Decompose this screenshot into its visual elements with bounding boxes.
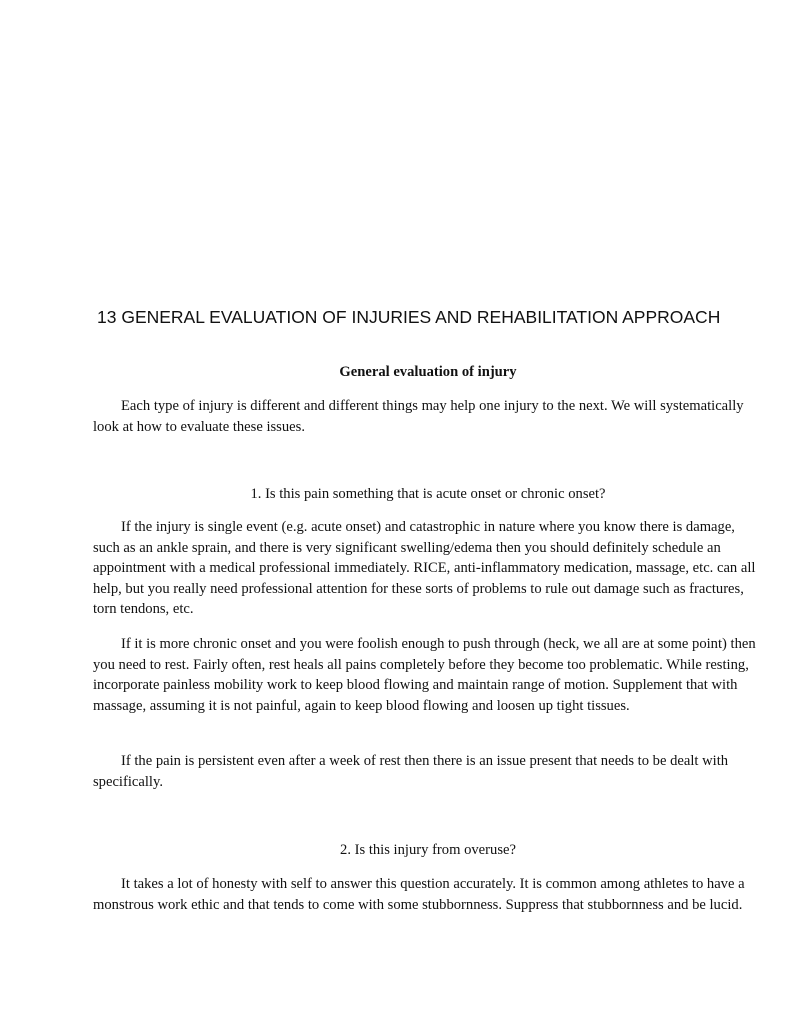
- section-heading: General evaluation of injury: [339, 364, 517, 380]
- q1-paragraph-persistent: If the pain is persistent even after a week of rest then there is an issue present that needs to be dealt with specifically.: [93, 753, 729, 790]
- q2-paragraph-overuse: It takes a lot of honesty with self to answer this question accurately. It is common among athletes to have a monstrous work ethic and that tends to come with some stubbornness. Suppress that stubbornness and be lucid.: [93, 876, 745, 913]
- intro-paragraph: Each type of injury is different and different things may help one injury to the next. We will systematically look at how to evaluate these issues.: [93, 398, 744, 435]
- chapter-title: 13 GENERAL EVALUATION OF INJURIES AND REHABILITATION APPROACH: [97, 307, 721, 327]
- q1-paragraph-chronic: If it is more chronic onset and you were foolish enough to push through (heck, we all are at some point) then you need to rest. Fairly often, rest heals all pains completely before they become too problematic. While resting, incorporate painless mobility work to keep blood flowing and maintain range of motion. Supplement that with massage, assuming it is not painful, again to keep blood flowing and loosen up tight tissues.: [93, 636, 756, 714]
- question-2-heading: 2. Is this injury from overuse?: [340, 842, 516, 858]
- question-1-heading: 1. Is this pain something that is acute onset or chronic onset?: [250, 486, 606, 502]
- q1-paragraph-acute: If the injury is single event (e.g. acute onset) and catastrophic in nature where you know there is damage, such as an ankle sprain, and there is very significant swelling/edema then you should definitely schedule an appointment with a medical professional immediately. RICE, anti-inflammatory medication, massage, etc. can all help, but you really need professional attention for these sorts of problems to rule out damage such as fractures, torn tendons, etc.: [93, 519, 756, 618]
